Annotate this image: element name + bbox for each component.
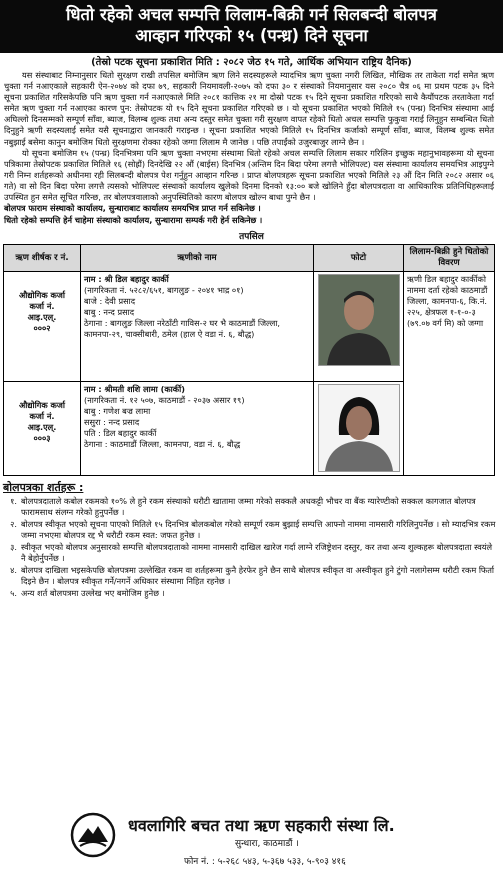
loan-type: औद्योगिक कर्जा bbox=[18, 400, 65, 411]
header-borrower: ऋणीको नाम bbox=[81, 245, 314, 272]
borrower-husband: पति : डिल बहादुर कार्की bbox=[84, 428, 157, 439]
term-number: ३. bbox=[10, 542, 17, 553]
borrower-details bbox=[81, 382, 314, 476]
schedule-title: तपसिल bbox=[239, 232, 264, 243]
term-text: बोलपत्रदाताले कबोल रकमको १०% ले हुने रकम संस्थाको धरौटी खातामा जम्मा गरेको सक्कलै अधकट्टी भौचर वा बैंक ग्यारेण्टीको सक्कल कागजात बोलपत्र फारामसाथ संलग्न गरेको हुनुपर्नेछ । bbox=[21, 496, 476, 518]
loan-number: ०००३ bbox=[33, 433, 51, 444]
list-item bbox=[3, 519, 497, 541]
terms-title: बोलपत्रका शर्तहरू : bbox=[3, 481, 84, 495]
borrower-father-in-law: ससुरा : नन्द प्रसाद bbox=[84, 417, 140, 428]
borrower-photo bbox=[318, 384, 400, 472]
org-phone: फोन नं. : ५-२६८ ५४३, ५-३६७ ५३३, ५-९०३ ४१६ bbox=[184, 857, 346, 867]
borrower-citizenship: (नागरिकता नं. १२ ५०७, काठमाडौं - २०३७ असार १९) bbox=[84, 395, 245, 406]
borrower-address: ठेगाना : काठमाडौं जिल्ला, कामनपा, वडा नं. ६, बौद्ध bbox=[84, 439, 241, 450]
header-collateral: लिलाम-बिक्री हुने धितोको विवरण bbox=[404, 245, 495, 272]
notice-title-line-1: धितो रहेको अचल सम्पत्ति लिलाम-बिक्री गर्न सिलबन्दी बोलपत्र bbox=[66, 5, 437, 24]
borrower-father: बाबु : नन्द प्रसाद bbox=[84, 307, 135, 318]
loan-code: आइ.एल्. bbox=[27, 312, 57, 323]
loan-number: ०००२ bbox=[33, 323, 51, 334]
notice-title-bar bbox=[0, 0, 503, 53]
borrower-name: नाम : श्रीमती शशि लामा (कार्की) bbox=[84, 384, 185, 395]
loan-no-label: कर्जा नं. bbox=[29, 301, 55, 312]
borrower-photo bbox=[318, 274, 400, 366]
term-text: बोलपत्र स्वीकृत भएको सूचना पाएको मितिले १५ दिनभित्र बोलकबोल गरेको सम्पूर्ण रकम बुझाई सम्पत्ति आफ्नो नाममा नामसारी गरिलिनुपर्नेछ । सो म्यादभित्र रकम जम्मा नभएमा बोलपत्र रद्द भै धरौटी रकम स्वत: जफत हुनेछ । bbox=[21, 519, 496, 541]
borrower-address: ठेगाना : बागलुङ जिल्ला नरेठाँटी गाविस-२ घर भै काठमाडौं जिल्ला, कामनपा-२९, चाक्सीबारी, ठमेल (हाल ऐ वडा नं. ६, बौद्ध) bbox=[84, 318, 281, 340]
header-loan: ऋण शीर्षक र नं. bbox=[4, 245, 81, 272]
loan-info bbox=[4, 272, 81, 382]
notice-body bbox=[0, 70, 503, 203]
schedule-header-row bbox=[4, 245, 495, 272]
term-text: स्वीकृत भएको बोलपत्र अनुसारको सम्पत्ति बोलपत्रदाताको नाममा नामसारी दाखिल खारेज गर्दा लाग्ने रजिष्ट्रेशन दस्तुर, कर तथा अन्य शुल्कहरू बोलपत्रदाता स्वयंले नै बेहोर्नुपर्नेछ । bbox=[21, 542, 493, 564]
list-item bbox=[3, 588, 497, 599]
org-address: सुन्धारा, काठमाडौं । bbox=[235, 839, 299, 849]
loan-type: औद्योगिक कर्जा bbox=[18, 290, 65, 301]
list-item bbox=[3, 496, 497, 518]
borrower-citizenship: (नागरिकता नं. ५२८२/६५१, बागलुङ - २०४१ भाद्र ०१) bbox=[84, 285, 244, 296]
borrower-father: बाबु : गणेश बज्र लामा bbox=[84, 406, 151, 417]
list-item bbox=[3, 542, 497, 564]
header-photo: फोटो bbox=[314, 245, 404, 272]
property-view-info: धितो रहेको सम्पत्ति हेर्न चाहेमा संस्थाको कार्यालय, सुन्धारामा सम्पर्क गरी हेर्न सकिनेछ । bbox=[4, 214, 263, 225]
term-number: २. bbox=[10, 519, 17, 530]
schedule-table bbox=[3, 244, 495, 476]
notice-subtitle: (तेस्रो पटक सूचना प्रकाशित मिति : २०८२ जेठ १५ गते, आर्थिक अभियान राष्ट्रिय दैनिक) bbox=[91, 57, 412, 68]
body-paragraph-1: यस संस्थाबाट निम्नानुसार धितो सुरक्षण राखी तपसिल बमोजिम ऋण लिने सदस्यहरूले म्यादभित्र ऋण चुक्ता नगरी लिखित, मौखिक तर ताकेता गर्दा समेत ऋण चुक्ता गर्न नआएकाले सहकारी ऐन-२०७४ को दफा ७९, सहकारी नियमावली-२०७५ को दफा ३० र संस्थाको नियमानुसार यस २०८० चैत्र ०६ मा प्रथम पटक ३५ दिने सूचना प्रकाशित गरिसकेपछि पनि ऋण चुक्ता गर्न नआएकाले मिति २०८१ कात्तिक २१ मा दोस्रो पटक १५ दिने सूचना प्रकाशित गरिएको साथै कैयौंपटक तरताकेता गर्दा समेत ऋण चुक्ता गर्न नआएका कारण पुन: तेस्रोपटक यो १५ दिने सूचना प्रकाशित गरिएको छ । यो सूचना प्रकाशित भएको मितिले १५ (पन्ध्र) दिनभित्र संस्थामा आई अघिल्लो दिनसम्मको सम्पूर्ण साँवा, ब्याज, विलम्ब शुल्क तथा अन्य दस्तुर समेत चुक्ता गरी सुरक्षण वापत रहेको धितो अचल सम्पत्ति फुकुवा गराई लिनुहुन सम्बन्धित धितो दिनुहुने ऋणी सदस्यलाई समेत यसै सूचनाद्वारा जानकारी गराइन्छ । सूचना प्रकाशित भएको मितिले १५ दिनभित्र कर्जाको सम्पूर्ण साँवा, ब्याज, विलम्ब शुल्क समेत नबुझाई बसेमा कानुन बमोजिम धितो सुरक्षणमा रोक्का रहेको जग्गा लिलाम मै जानेछ । पछि तपाईंको उजुरबाजुर लाग्ने छैन । bbox=[4, 70, 494, 147]
borrower-name: नाम : श्री डिल बहादुर कार्की bbox=[84, 274, 169, 285]
table-row bbox=[4, 272, 495, 382]
body-paragraph-2: यो सूचना बमोजिम १५ (पन्ध्र) दिनभित्रमा पनि ऋण चुक्ता नभएमा संस्थामा धितो रहेको अचल सम्पत्ति लिलाम सकार गरिलिन इच्छुक महानुभावहरूमा यो सूचना पत्रिकामा तेस्रोपटक प्रकाशित मितिले १६ (सोह्रौं) दिनदेखि २२ औं (बाईस) दिनभित्र (अन्तिम दिन बिदा परेमा लगत्तै भोलिपल्ट) यस संस्थामा कार्यालय समयभित्र आइपुग्ने गरी निम्न शर्तहरूको अधीनमा रही सिलबन्दी बोलपत्र पेश गर्नुहुन आव्हान गरिन्छ । प्राप्त बोलपत्रहरू सूचना प्रकाशित भएको मितिले २३ औं दिन मिति २०८२ असार ०६ गते) वा सो दिन बिदा परेमा लगत्तै त्यसको भोलिपल्ट संस्थाको कार्यालय खुलेको दिनमा दिनको १३:०० बजे खोलिने हुँदा बोलपत्रदाता वा आधिकारिक प्रतिनिधिहरूलाई उपस्थित हुन समेत सूचित गरिन्छ, तर बोलपत्रवालाको अनुपस्थितिको कारण बोलपत्र खोल्न बाधा पुग्ने छैन । bbox=[4, 147, 494, 203]
term-text: बोलपत्र दाखिला भइसकेपछि बोलपत्रमा उल्लेखित रकम वा शर्तहरूमा कुनै हेरफेर हुने छैन साथै बोलपत्र स्वीकृत वा अस्वीकृत हुने टुंगो नलागेसम्म धरौटी रकम फिर्ता दिइने छैन । बोलपत्र स्वीकृत गर्ने/नगर्ने अधिकार संस्थामा निहित रहनेछ । bbox=[21, 565, 495, 587]
collateral-details: ऋणी डिल बहादुर कार्कीको नाममा दर्ता रहेको काठमाडौं जिल्ला, कामनपा-६, कि.नं. २२५, क्षेत्रफल १-१-०-३ (७९.०७ वर्ग मि) को जग्गा bbox=[404, 272, 495, 476]
borrower-grandfather: बाजे : देवी प्रसाद bbox=[84, 296, 136, 307]
notice-title-line-2: आव्हान गरिएको १५ (पन्ध्र) दिने सूचना bbox=[135, 26, 368, 45]
photo-cell bbox=[314, 382, 404, 476]
loan-no-label: कर्जा नं. bbox=[29, 411, 55, 422]
list-item bbox=[3, 565, 497, 587]
photo-cell bbox=[314, 272, 404, 382]
org-name: धवलागिरि बचत तथा ऋण सहकारी संस्था लि. bbox=[128, 816, 395, 835]
term-text: अन्य शर्त बोलपत्रमा उल्लेख भए बमोजिम हुनेछ । bbox=[21, 588, 165, 599]
terms-list bbox=[0, 496, 503, 599]
cooperative-logo-icon bbox=[70, 812, 116, 858]
term-number: ४. bbox=[10, 565, 17, 576]
borrower-details bbox=[81, 272, 314, 382]
bid-form-info: बोलपत्र फाराम संस्थाको कार्यालय, सुन्धाराबाट कार्यालय समयभित्र प्राप्त गर्न सकिनेछ । bbox=[4, 203, 261, 214]
loan-info bbox=[4, 382, 81, 476]
footer bbox=[0, 810, 503, 870]
loan-code: आइ.एल्. bbox=[27, 422, 57, 433]
term-number: १. bbox=[10, 496, 17, 507]
term-number: ५. bbox=[10, 588, 17, 599]
